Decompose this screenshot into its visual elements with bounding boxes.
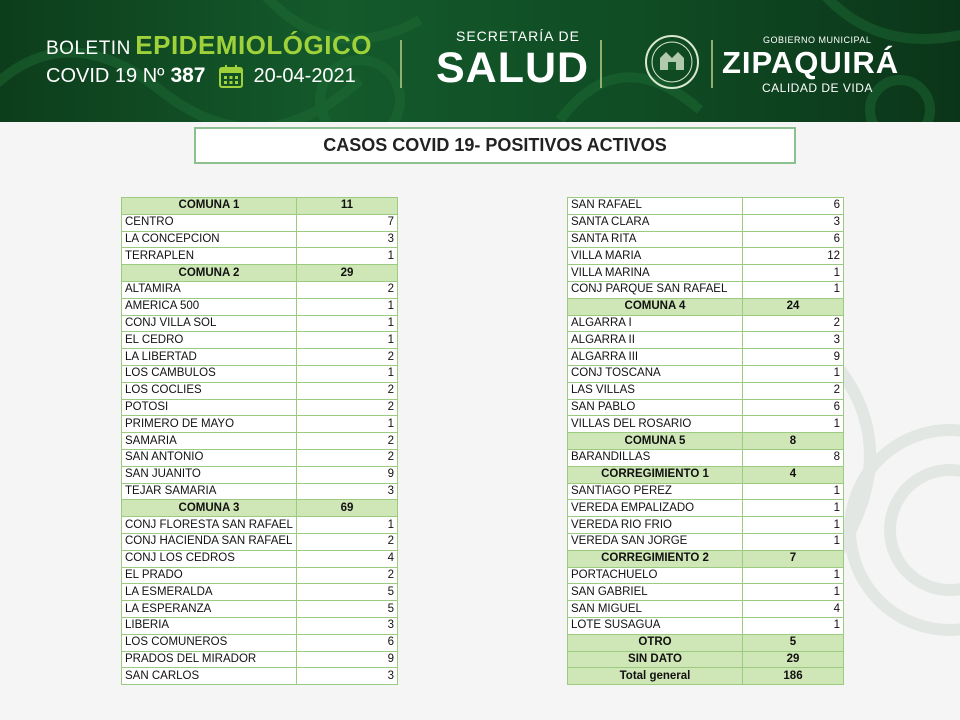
case-count: 2 — [297, 382, 398, 399]
case-count: 1 — [743, 265, 844, 282]
sector-name: PRIMERO DE MAYO — [122, 416, 297, 433]
case-count: 1 — [743, 617, 844, 634]
table-row — [568, 248, 844, 265]
table-row — [568, 584, 844, 601]
group-row — [568, 668, 844, 685]
table-row — [568, 265, 844, 282]
case-count: 3 — [743, 332, 844, 349]
case-count: 12 — [743, 248, 844, 265]
sector-name: SAN MIGUEL — [568, 601, 743, 618]
case-count: 1 — [743, 584, 844, 601]
case-count: 5 — [297, 584, 398, 601]
group-label: OTRO — [568, 634, 743, 651]
case-count: 9 — [297, 651, 398, 668]
table-row — [122, 668, 398, 685]
sector-name: LOS COMUNEROS — [122, 634, 297, 651]
sector-name: ALTAMIRA — [122, 281, 297, 298]
case-count: 6 — [297, 634, 398, 651]
table-row — [122, 567, 398, 584]
case-count: 2 — [297, 567, 398, 584]
sector-name: VEREDA RIO FRIO — [568, 517, 743, 534]
sector-name: SAN RAFAEL — [568, 198, 743, 215]
sector-name: SAMARIA — [122, 433, 297, 450]
header-banner — [0, 0, 960, 122]
table-row — [122, 550, 398, 567]
table-row — [122, 449, 398, 466]
table-row — [122, 483, 398, 500]
group-row — [122, 500, 398, 517]
salud-label: SALUD — [436, 44, 590, 92]
case-count: 1 — [297, 298, 398, 315]
table-row — [568, 231, 844, 248]
table-row — [568, 281, 844, 298]
case-count: 3 — [297, 668, 398, 685]
case-count: 9 — [297, 466, 398, 483]
sector-name: PORTACHUELO — [568, 567, 743, 584]
sector-name: LA LIBERTAD — [122, 349, 297, 366]
case-count: 2 — [297, 281, 398, 298]
sector-name: CONJ PARQUE SAN RAFAEL — [568, 281, 743, 298]
table-row — [122, 433, 398, 450]
group-row — [568, 550, 844, 567]
sector-name: SANTA RITA — [568, 231, 743, 248]
sector-name: SAN CARLOS — [122, 668, 297, 685]
calendar-icon — [218, 63, 244, 89]
sector-name: VEREDA EMPALIZADO — [568, 500, 743, 517]
group-total: 29 — [743, 651, 844, 668]
sector-name: EL CEDRO — [122, 332, 297, 349]
case-count: 2 — [297, 449, 398, 466]
gobierno-label: GOBIERNO MUNICIPAL — [763, 35, 872, 45]
sector-name: EL PRADO — [122, 567, 297, 584]
group-total: 29 — [297, 265, 398, 282]
group-label: CORREGIMIENTO 2 — [568, 550, 743, 567]
group-label: COMUNA 4 — [568, 298, 743, 315]
case-count: 1 — [743, 416, 844, 433]
case-count: 1 — [743, 517, 844, 534]
table-row — [122, 214, 398, 231]
cases-table-right — [567, 197, 844, 685]
sector-name: VILLAS DEL ROSARIO — [568, 416, 743, 433]
group-total: 24 — [743, 298, 844, 315]
case-count: 8 — [743, 449, 844, 466]
group-total: 8 — [743, 433, 844, 450]
group-total: 7 — [743, 550, 844, 567]
table-row — [568, 500, 844, 517]
table-row — [568, 214, 844, 231]
case-count: 1 — [297, 517, 398, 534]
table-row — [122, 382, 398, 399]
epidemiologico-label: EPIDEMIOLÓGICO — [135, 30, 372, 60]
sector-name: CONJ FLORESTA SAN RAFAEL — [122, 517, 297, 534]
sector-name: ALGARRA III — [568, 349, 743, 366]
group-row — [568, 651, 844, 668]
case-count: 6 — [743, 198, 844, 215]
table-row — [122, 584, 398, 601]
sector-name: CONJ LOS CEDROS — [122, 550, 297, 567]
case-count: 3 — [297, 231, 398, 248]
sector-name: SAN JUANITO — [122, 466, 297, 483]
case-count: 6 — [743, 399, 844, 416]
table-row — [568, 449, 844, 466]
table-row — [568, 567, 844, 584]
table-row — [122, 601, 398, 618]
case-count: 2 — [297, 349, 398, 366]
sector-name: SANTIAGO PEREZ — [568, 483, 743, 500]
case-count: 1 — [297, 365, 398, 382]
case-count: 4 — [743, 601, 844, 618]
municipal-seal-icon — [644, 34, 700, 90]
sector-name: PRADOS DEL MIRADOR — [122, 651, 297, 668]
sector-name: LA CONCEPCION — [122, 231, 297, 248]
case-count: 2 — [743, 315, 844, 332]
case-count: 1 — [297, 315, 398, 332]
boletin-label: BOLETIN — [46, 38, 131, 59]
sector-name: LOS COCLIES — [122, 382, 297, 399]
bulletin-date: 20-04-2021 — [253, 64, 356, 87]
table-row — [568, 601, 844, 618]
group-label: COMUNA 2 — [122, 265, 297, 282]
table-row — [122, 298, 398, 315]
bulletin-title — [46, 30, 372, 61]
sector-name: LOS CAMBULOS — [122, 365, 297, 382]
sector-name: ALGARRA I — [568, 315, 743, 332]
sector-name: TEJAR SAMARIA — [122, 483, 297, 500]
sector-name: CENTRO — [122, 214, 297, 231]
case-count: 1 — [743, 500, 844, 517]
group-label: COMUNA 1 — [122, 198, 297, 215]
group-total: 186 — [743, 668, 844, 685]
table-row — [122, 617, 398, 634]
case-count: 6 — [743, 231, 844, 248]
case-count: 7 — [297, 214, 398, 231]
case-count: 3 — [297, 483, 398, 500]
case-count: 1 — [743, 533, 844, 550]
group-row — [568, 466, 844, 483]
table-row — [568, 416, 844, 433]
case-count: 1 — [743, 365, 844, 382]
sector-name: CONJ HACIENDA SAN RAFAEL — [122, 533, 297, 550]
group-total: 69 — [297, 500, 398, 517]
sector-name: CONJ TOSCANA — [568, 365, 743, 382]
municipio-label: ZIPAQUIRÁ — [722, 45, 900, 80]
case-count: 1 — [297, 332, 398, 349]
table-row — [122, 416, 398, 433]
table-row — [568, 349, 844, 366]
table-row — [568, 533, 844, 550]
case-count: 4 — [297, 550, 398, 567]
sector-name: LAS VILLAS — [568, 382, 743, 399]
case-count: 2 — [297, 399, 398, 416]
table-row — [122, 634, 398, 651]
table-row — [568, 365, 844, 382]
header-divider — [600, 40, 602, 88]
sector-name: LA ESPERANZA — [122, 601, 297, 618]
table-row — [568, 399, 844, 416]
sector-name: LOTE SUSAGUA — [568, 617, 743, 634]
group-row — [568, 634, 844, 651]
case-count: 9 — [743, 349, 844, 366]
lema-label: CALIDAD DE VIDA — [762, 81, 873, 95]
bulletin-number: 387 — [170, 64, 206, 87]
case-count: 5 — [297, 601, 398, 618]
table-row — [122, 651, 398, 668]
table-row — [568, 617, 844, 634]
page-title: CASOS COVID 19- POSITIVOS ACTIVOS — [194, 127, 796, 164]
sector-name: ALGARRA II — [568, 332, 743, 349]
table-row — [122, 248, 398, 265]
table-row — [122, 315, 398, 332]
table-row — [122, 533, 398, 550]
covid-label: COVID 19 Nº — [46, 64, 165, 87]
table-row — [122, 231, 398, 248]
sector-name: AMERICA 500 — [122, 298, 297, 315]
sector-name: VEREDA SAN JORGE — [568, 533, 743, 550]
sector-name: SANTA CLARA — [568, 214, 743, 231]
group-label: Total general — [568, 668, 743, 685]
table-row — [568, 198, 844, 215]
table-row — [122, 332, 398, 349]
table-row — [568, 315, 844, 332]
group-row — [568, 298, 844, 315]
sector-name: VILLA MARINA — [568, 265, 743, 282]
case-count: 1 — [743, 483, 844, 500]
sector-name: LA ESMERALDA — [122, 584, 297, 601]
bulletin-subtitle — [46, 63, 356, 89]
group-label: CORREGIMIENTO 1 — [568, 466, 743, 483]
sector-name: TERRAPLEN — [122, 248, 297, 265]
case-count: 2 — [743, 382, 844, 399]
group-total: 11 — [297, 198, 398, 215]
group-label: COMUNA 5 — [568, 433, 743, 450]
sector-name: SAN PABLO — [568, 399, 743, 416]
sector-name: LIBERIA — [122, 617, 297, 634]
table-row — [122, 517, 398, 534]
header-divider — [711, 40, 713, 88]
group-row — [122, 198, 398, 215]
sector-name: POTOSI — [122, 399, 297, 416]
case-count: 1 — [743, 281, 844, 298]
case-count: 1 — [297, 248, 398, 265]
table-row — [568, 382, 844, 399]
header-divider — [400, 40, 402, 88]
group-row — [568, 433, 844, 450]
case-count: 3 — [743, 214, 844, 231]
table-row — [122, 466, 398, 483]
sector-name: CONJ VILLA SOL — [122, 315, 297, 332]
case-count: 3 — [297, 617, 398, 634]
group-label: COMUNA 3 — [122, 500, 297, 517]
table-row — [122, 399, 398, 416]
group-total: 4 — [743, 466, 844, 483]
secretaria-label: SECRETARÍA DE — [456, 28, 580, 44]
table-row — [568, 517, 844, 534]
case-count: 2 — [297, 533, 398, 550]
cases-table-left — [121, 197, 398, 685]
table-row — [122, 365, 398, 382]
table-row — [122, 349, 398, 366]
sector-name: SAN ANTONIO — [122, 449, 297, 466]
group-label: SIN DATO — [568, 651, 743, 668]
table-row — [568, 483, 844, 500]
table-row — [122, 281, 398, 298]
case-count: 1 — [743, 567, 844, 584]
case-count: 2 — [297, 433, 398, 450]
table-row — [568, 332, 844, 349]
sector-name: SAN GABRIEL — [568, 584, 743, 601]
sector-name: BARANDILLAS — [568, 449, 743, 466]
group-total: 5 — [743, 634, 844, 651]
group-row — [122, 265, 398, 282]
case-count: 1 — [297, 416, 398, 433]
sector-name: VILLA MARIA — [568, 248, 743, 265]
